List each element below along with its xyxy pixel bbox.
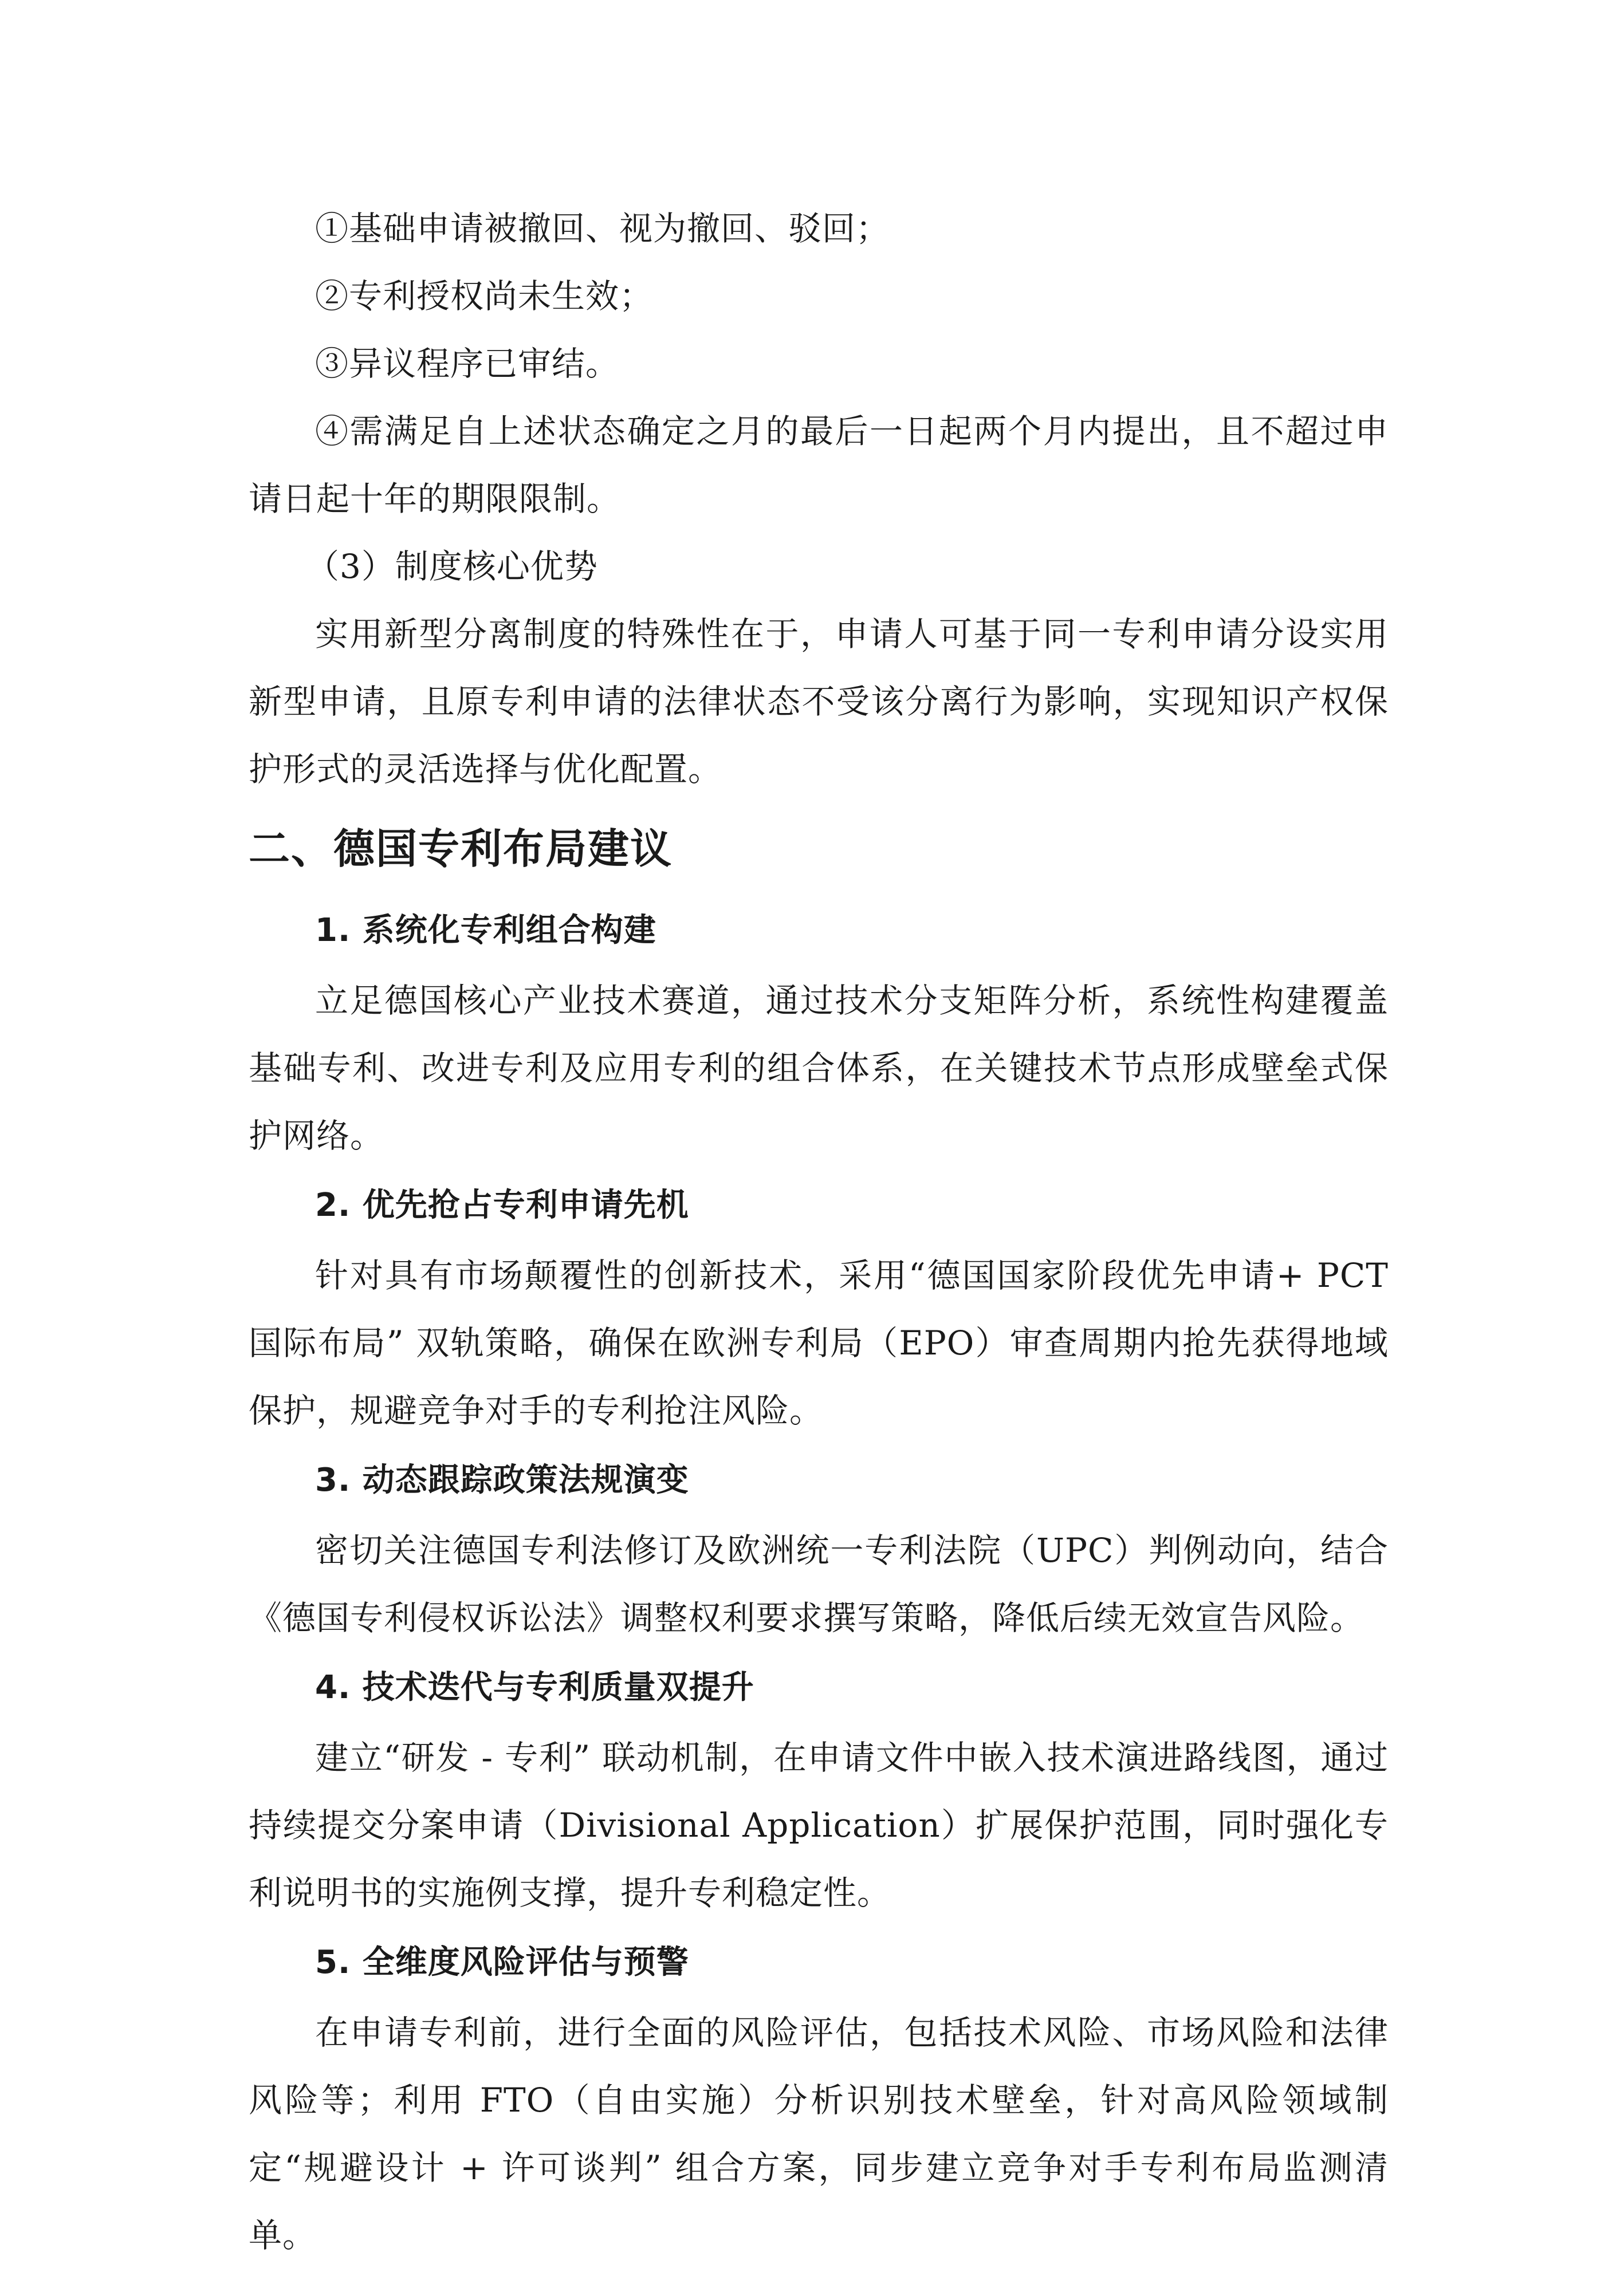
- point-heading: 5. 全维度风险评估与预警: [315, 1944, 689, 1981]
- list-item: ②专利授权尚未生效；: [315, 277, 654, 316]
- paragraph: 密切关注德国专利法修订及欧洲统一专利法院（UPC）判例动向，结合《德国专利侵权诉讼法》调整权利要求撰写策略，降低后续无效宣告风险。: [249, 1531, 1389, 1637]
- list-item: ③异议程序已审结。: [315, 344, 620, 383]
- paragraph: 建立“研发 - 专利” 联动机制，在申请文件中嵌入技术演进路线图，通过持续提交分案申请（Divisional Application）扩展保护范围，同时强化专利说明书的实施例支撑，提升专利稳定性。: [249, 1738, 1389, 1912]
- paragraph: 实用新型分离制度的特殊性在于，申请人可基于同一专利申请分设实用新型申请，且原专利申请的法律状态不受该分离行为影响，实现知识产权保护形式的灵活选择与优化配置。: [249, 615, 1389, 789]
- paragraph: 立足德国核心产业技术赛道，通过技术分支矩阵分析，系统性构建覆盖基础专利、改进专利及应用专利的组合体系，在关键技术节点形成壁垒式保护网络。: [249, 981, 1389, 1155]
- list-item: ①基础申请被撤回、视为撤回、驳回；: [315, 209, 890, 248]
- list-item: ④需满足自上述状态确定之月的最后一日起两个月内提出，且不超过申请日起十年的期限限制。: [249, 412, 1389, 518]
- paragraph: 在申请专利前，进行全面的风险评估，包括技术风险、市场风险和法律风险等；利用 FTO（自由实施）分析识别技术壁垒，针对高风险领域制定“规避设计 + 许可谈判” 组合方案，同步建立竞争对手专利布局监测清单。: [249, 2013, 1389, 2255]
- paragraph: 针对具有市场颠覆性的创新技术，采用“德国国家阶段优先申请+ PCT 国际布局” 双轨策略，确保在欧洲专利局（EPO）审查周期内抢先获得地域保护，规避竞争对手的专利抢注风险。: [249, 1256, 1389, 1430]
- point-heading: 2. 优先抢占专利申请先机: [315, 1187, 689, 1224]
- sub-heading: （3）制度核心优势: [306, 547, 598, 586]
- point-heading: 1. 系统化专利组合构建: [315, 912, 656, 949]
- section-title: 二、德国专利布局建议: [249, 825, 673, 873]
- point-heading: 3. 动态跟踪政策法规演变: [315, 1462, 689, 1499]
- point-heading: 4. 技术迭代与专利质量双提升: [315, 1669, 754, 1706]
- document-body: [249, 195, 1389, 2269]
